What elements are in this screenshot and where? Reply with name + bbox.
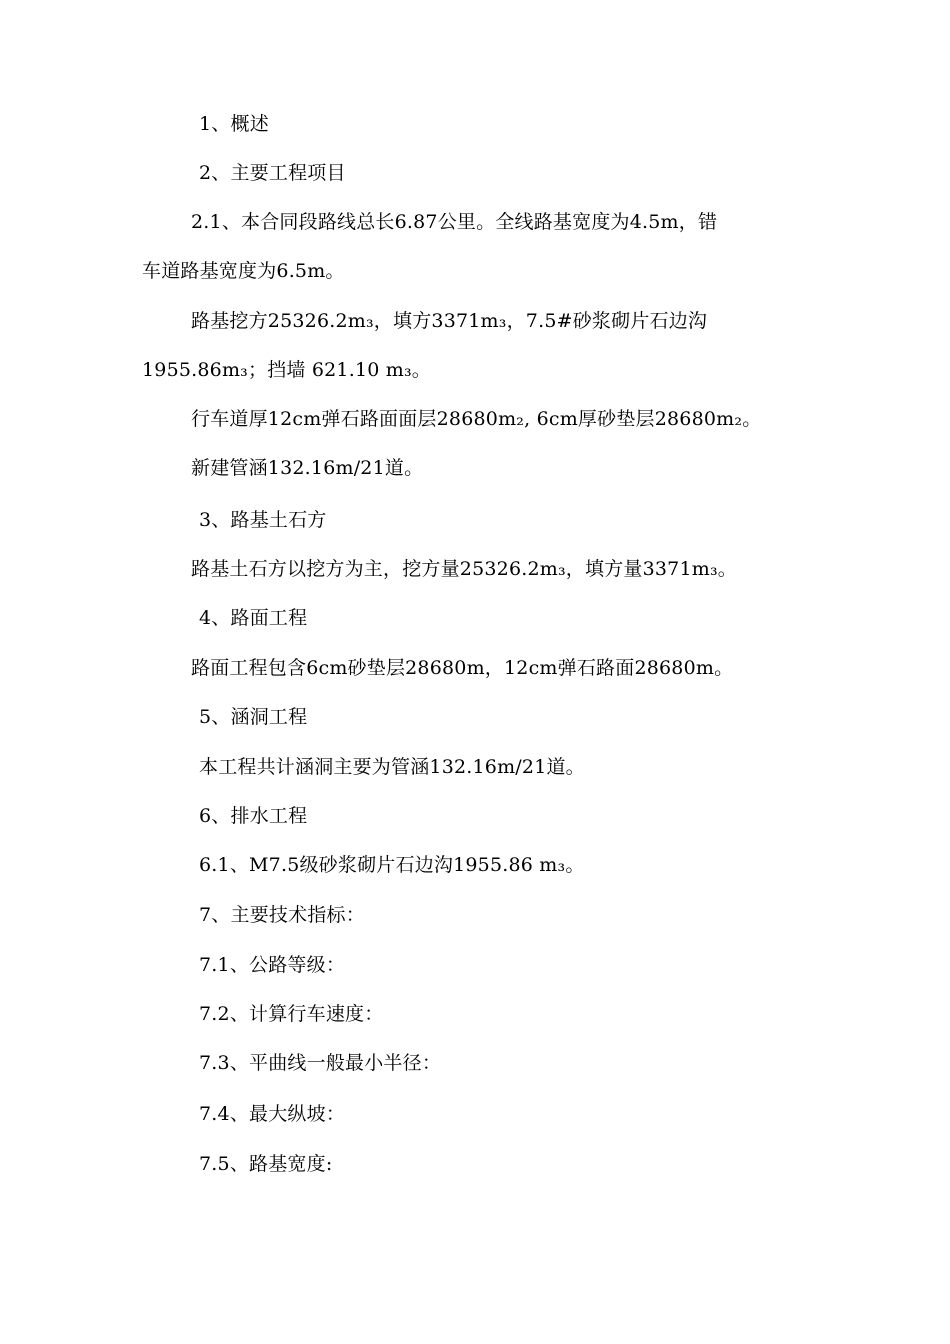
- list-item: 7.2、计算行车速度：: [199, 1003, 384, 1025]
- heading-drainage: 6、排水工程: [199, 805, 308, 827]
- paragraph-line: 路基土石方以挖方为主，挖方量25326.2m₃，填方量3371m₃。: [191, 558, 737, 580]
- list-item: 7.3、平曲线一般最小半径：: [199, 1052, 442, 1074]
- paragraph-line: 路基挖方25326.2m₃，填方3371m₃，7.5#砂浆砌片石边沟: [191, 310, 708, 332]
- heading-overview: 1、概述: [199, 113, 269, 135]
- heading-pavement: 4、路面工程: [199, 607, 308, 629]
- paragraph-line: 车道路基宽度为6.5m。: [142, 260, 345, 282]
- paragraph-line: 新建管涵132.16m/21道。: [191, 457, 424, 479]
- heading-earthwork: 3、路基土石方: [199, 509, 327, 531]
- heading-main-items: 2、主要工程项目: [199, 162, 346, 184]
- heading-culvert: 5、涵洞工程: [199, 706, 308, 728]
- paragraph-line: 行车道厚12cm弹石路面面层28680m₂, 6cm厚砂垫层28680m₂。: [191, 408, 762, 430]
- paragraph-line: 2.1、本合同段路线总长6.87公里。全线路基宽度为4.5m，错: [191, 211, 718, 233]
- heading-technical-indicators: 7、主要技术指标：: [199, 904, 365, 926]
- paragraph-line: 路面工程包含6cm砂垫层28680m，12cm弹石路面28680m。: [191, 657, 734, 679]
- paragraph-line: 1955.86m₃；挡墙 621.10 m₃。: [142, 359, 431, 381]
- list-item: 7.1、公路等级：: [199, 954, 346, 976]
- list-item: 7.5、路基宽度:: [199, 1153, 333, 1175]
- paragraph-line: 6.1、M7.5级砂浆砌片石边沟1955.86 m₃。: [199, 854, 585, 876]
- list-item: 7.4、最大纵坡：: [199, 1103, 346, 1125]
- paragraph-line: 本工程共计涵洞主要为管涵132.16m/21道。: [199, 756, 585, 778]
